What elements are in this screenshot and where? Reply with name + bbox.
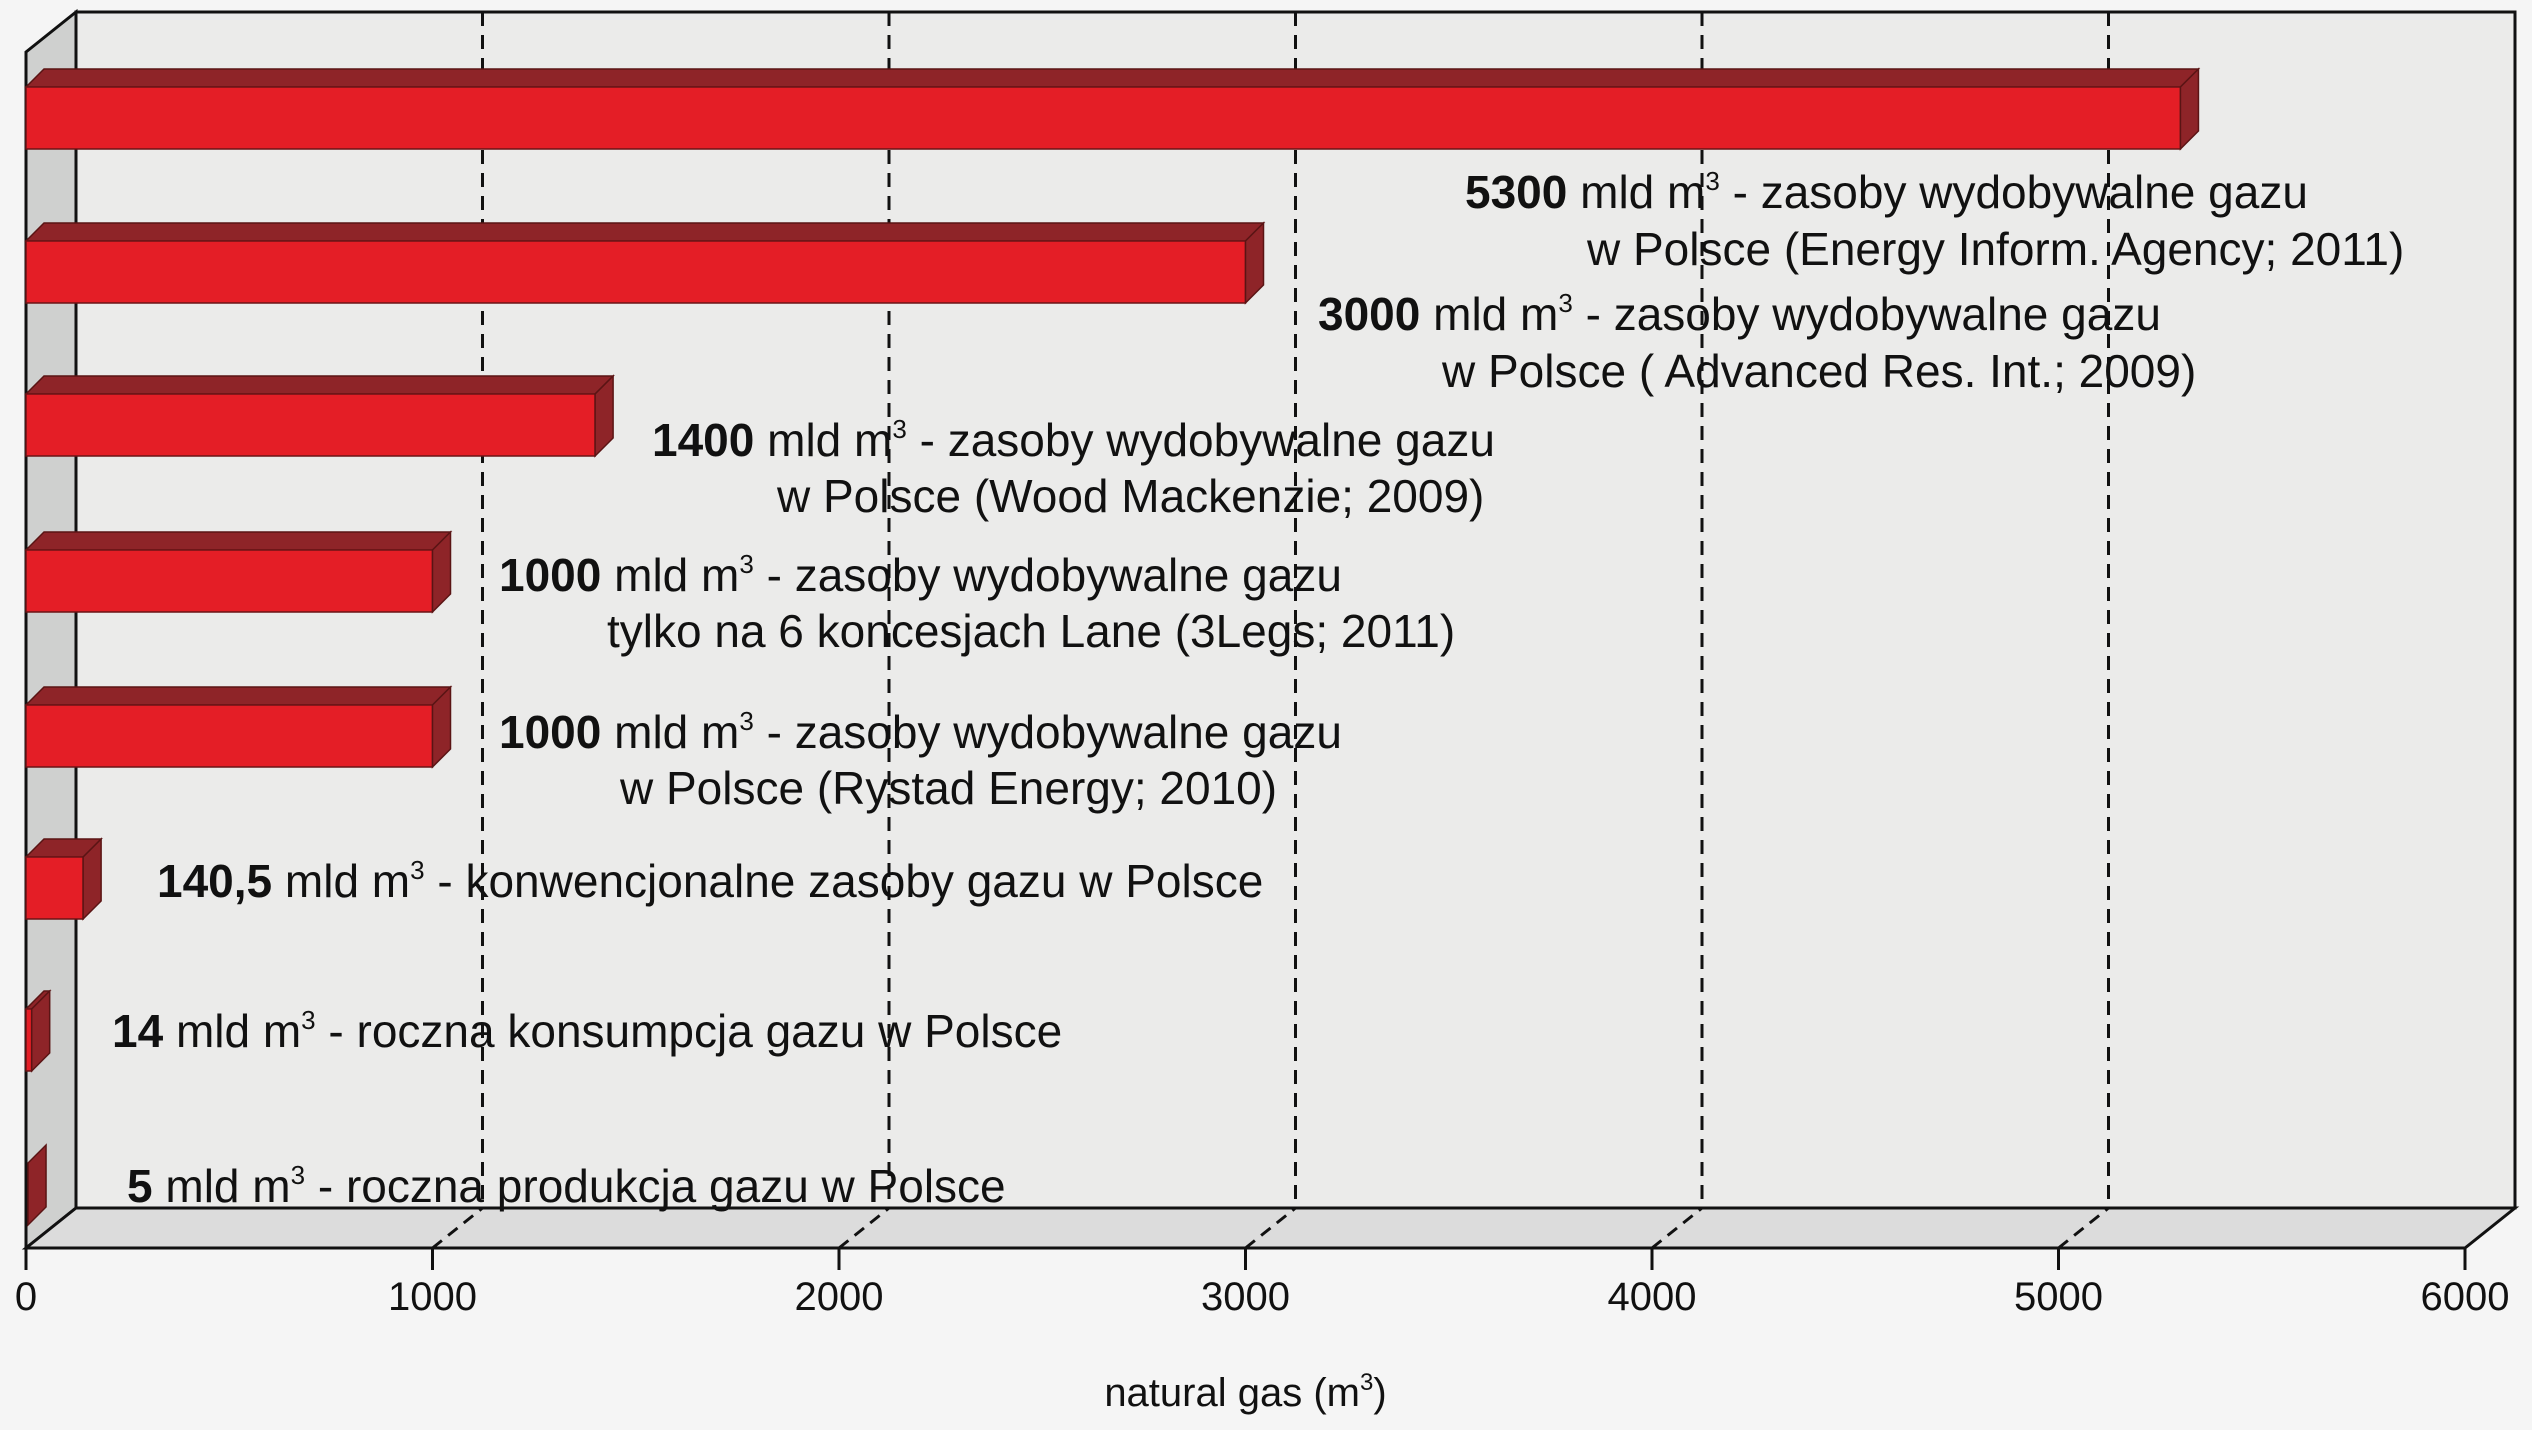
bar xyxy=(26,687,451,767)
bar-label-line1: 1000 mld $m^3$ - zasoby wydobywalne gazu xyxy=(499,706,1342,758)
bar-top xyxy=(26,376,613,394)
bar xyxy=(26,69,2198,149)
bar-front xyxy=(26,394,595,456)
bar-front xyxy=(26,241,1246,303)
bar-label-line1: 1400 mld $m^3$ - zasoby wydobywalne gazu xyxy=(652,414,1495,466)
floor xyxy=(26,1208,2515,1248)
bar-front xyxy=(26,705,433,767)
bar xyxy=(26,223,1264,303)
x-tick-label: 3000 xyxy=(1201,1275,1290,1319)
bar-top xyxy=(26,223,1264,241)
bar-top xyxy=(26,687,451,705)
x-tick-label: 4000 xyxy=(1607,1275,1697,1319)
bar-label-line1: 140,5 mld $m^3$ - konwencjonalne zasoby gazu w Polsce xyxy=(157,855,1264,907)
bar xyxy=(26,532,451,612)
bar-label-line1: 5300 mld $m^3$ - zasoby wydobywalne gazu xyxy=(1465,166,2308,218)
x-tick-label: 6000 xyxy=(2420,1275,2510,1319)
bar-label-line2: tylko na 6 koncesjach Lane (3Legs; 2011) xyxy=(607,605,1456,657)
bar-top xyxy=(26,532,451,550)
x-tick-label: 0 xyxy=(14,1275,38,1319)
bar-label-line1: 14 mld $m^3$ - roczna konsumpcja gazu w Polsce xyxy=(112,1005,1063,1057)
x-axis-title: natural gas $(m^3)$ xyxy=(1104,1369,1387,1415)
bar-front xyxy=(26,857,83,919)
bar-front xyxy=(26,1009,32,1071)
bar xyxy=(26,376,613,456)
x-axis xyxy=(15,1248,2510,1319)
bar-label-line1: 1000 mld $m^3$ - zasoby wydobywalne gazu xyxy=(499,549,1342,601)
bar-label-line2: w Polsce (Wood Mackenzie; 2009) xyxy=(777,470,1485,522)
x-tick-label: 2000 xyxy=(794,1275,884,1319)
bar-label-line2: w Polsce ( Advanced Res. Int.; 2009) xyxy=(1442,345,2197,397)
x-tick-label: 1000 xyxy=(388,1275,477,1319)
bar-label-line1: 3000 mld $m^3$ - zasoby wydobywalne gazu xyxy=(1318,288,2161,340)
bar-label-line1: 5 mld $m^3$ - roczna produkcja gazu w Polsce xyxy=(127,1160,1006,1212)
bar-front xyxy=(26,550,433,612)
bar-top xyxy=(26,69,2198,87)
bar-label-line2: w Polsce (Energy Inform. Agency; 2011) xyxy=(1587,223,2405,275)
bar-label-line2: w Polsce (Rystad Energy; 2010) xyxy=(620,762,1278,814)
bar xyxy=(26,839,101,919)
x-tick-label: 5000 xyxy=(2014,1275,2103,1319)
bar-front xyxy=(26,87,2180,149)
